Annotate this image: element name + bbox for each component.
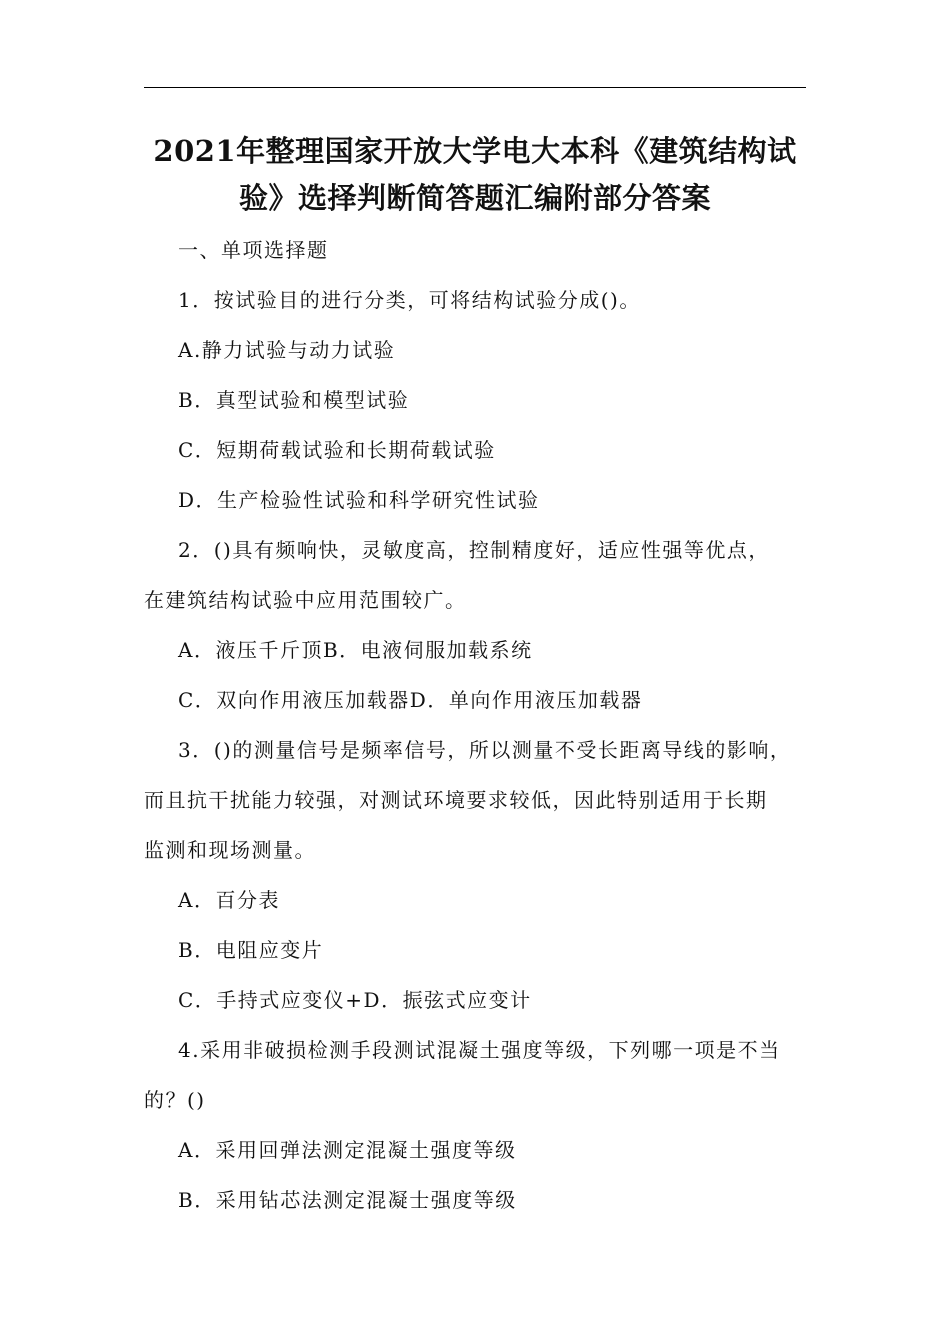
header-rule [144,87,806,88]
q1-option-b: B．真型试验和模型试验 [178,388,410,412]
question-4-line-1: 4.采用非破损检测手段测试混凝土强度等级，下列哪一项是不当 [178,1038,781,1062]
q1-option-a: A.静力试验与动力试验 [178,338,396,362]
q4-option-a: A．采用回弹法测定混凝土强度等级 [178,1138,517,1162]
question-3-line-3: 监测和现场测量。 [144,838,316,862]
q3-option-a: A．百分表 [178,888,280,912]
q3-option-b: B．电阻应变片 [178,938,324,962]
q2-options-cd: C．双向作用液压加载器D．单向作用液压加载器 [178,688,643,712]
q4-option-b: B．采用钻芯法测定混凝士强度等级 [178,1188,517,1212]
question-2-line-1: 2．()具有频响快，灵敏度高，控制精度好，适应性强等优点， [178,538,770,562]
q1-option-c: C．短期荷载试验和长期荷载试验 [178,438,496,462]
title-line-1: 2021年整理国家开放大学电大本科《建筑结构试 [153,134,797,168]
question-3-line-2: 而且抗干扰能力较强，对测试环境要求较低，因此特别适用于长期 [144,788,768,812]
section-heading: 一、单项选择题 [178,238,329,262]
title-line-2: 验》选择判断简答题汇编附部分答案 [238,181,711,215]
document-title [144,128,806,222]
q1-option-d: D．生产检验性试验和科学研究性试验 [178,488,540,512]
question-2-line-2: 在建筑结构试验中应用范围较广。 [144,588,467,612]
q2-options-ab: A．液压千斤顶B．电液伺服加载系统 [178,638,533,662]
question-4-line-2: 的？() [144,1088,206,1112]
question-1: 1．按试验目的进行分类，可将结构试验分成()。 [178,288,641,312]
q3-options-cd: C．手持式应变仪+D．振弦式应变计 [178,988,532,1012]
question-3-line-1: 3．()的测量信号是频率信号，所以测量不受长距离导线的影响， [178,738,792,762]
